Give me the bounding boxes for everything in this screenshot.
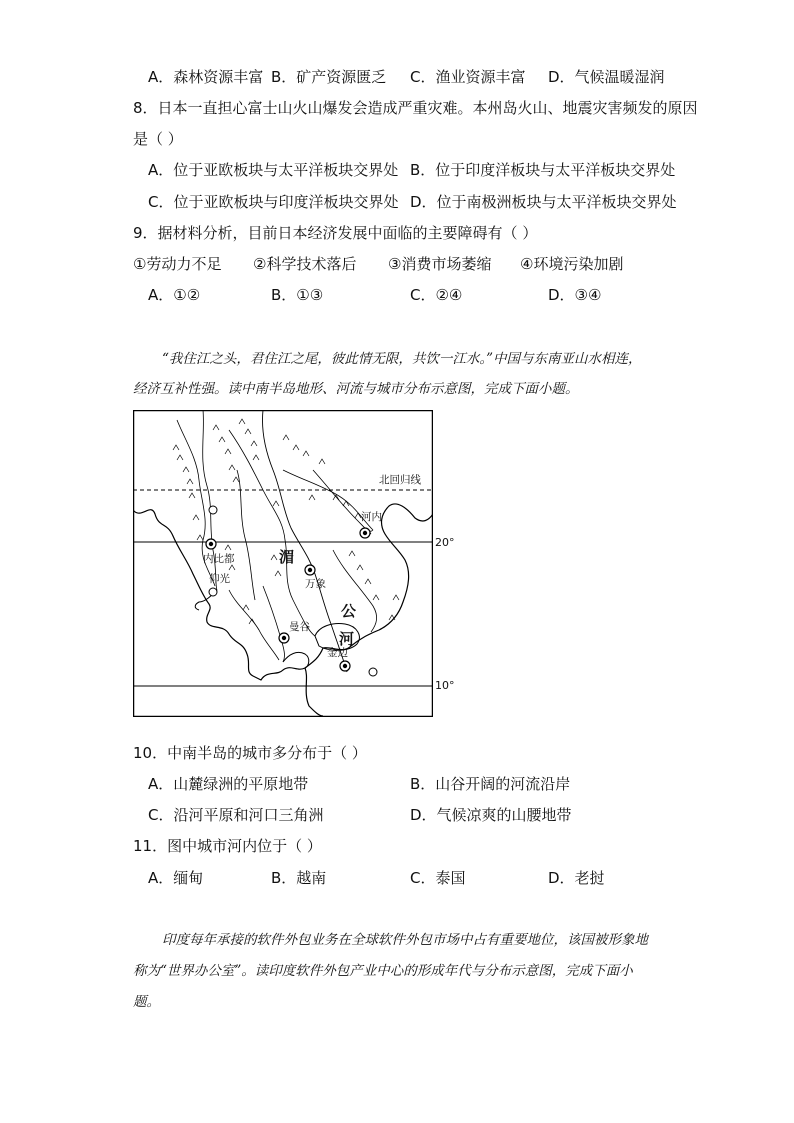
q10-option-a[interactable]: A．山麓绿洲的平原地带 [148,775,309,793]
q9-option-a[interactable]: A．①② [148,286,201,304]
q7-option-d[interactable]: D．气候温暖湿润 [548,68,665,86]
city-label-phnom-penh: 金边 [327,647,348,659]
q11-stem: 11．图中城市河内位于（ ） [133,837,322,855]
material-2-line-1: 印度每年承接的软件外包业务在全球软件外包市场中占有重要地位，该国被形象地 [162,932,648,948]
latitude-10-text: 10° [435,679,455,692]
q8-option-b[interactable]: B．位于印度洋板块与太平洋板块交界处 [410,161,676,179]
q11-option-c[interactable]: C．泰国 [410,869,466,887]
q9-stem: 9．据材料分析，目前日本经济发展中面临的主要障碍有（ ） [133,224,538,242]
q10-stem: 10．中南半岛的城市多分布于（ ） [133,744,367,762]
city-label-hanoi: 河内 [361,511,382,523]
q8-option-a[interactable]: A．位于亚欧板块与太平洋板块交界处 [148,161,399,179]
q10-option-d[interactable]: D．气候凉爽的山腰地带 [410,806,572,824]
q10-option-c[interactable]: C．沿河平原和河口三角洲 [148,806,324,824]
material-1-line-1: “我住江之头，君住江之尾，彼此情无限，共饮一江水。”中国与东南亚山水相连， [162,351,642,367]
city-label-naypyidaw: 内比都 [203,553,235,565]
river-char-3: 河 [339,630,355,648]
river-char-2: 公 [341,602,357,620]
q8-option-c[interactable]: C．位于亚欧板块与印度洋板块交界处 [148,193,399,211]
indochina-map [133,410,433,717]
q8-option-d[interactable]: D．位于南极洲板块与太平洋板块交界处 [410,193,677,211]
q9-item-1: ①劳动力不足 [133,255,222,273]
q9-item-2: ②科学技术落后 [253,255,357,273]
latitude-20-text: 20° [435,536,455,549]
q10-option-b[interactable]: B．山谷开阔的河流沿岸 [410,775,571,793]
tropic-of-cancer-label: 北回归线 [379,474,421,486]
q8-stem: 8．日本一直担心富士山火山爆发会造成严重灾难。本州岛火山、地震灾害频发的原因 [133,99,698,117]
city-label-vientiane: 万象 [305,578,326,590]
q9-option-b[interactable]: B．①③ [271,286,324,304]
q11-option-a[interactable]: A．缅甸 [148,869,204,887]
q9-item-4: ④环境污染加剧 [520,255,624,273]
material-2-line-2: 称为“世界办公室”。读印度软件外包产业中心的形成年代与分布示意图，完成下面小 [133,963,633,979]
q9-option-c[interactable]: C．②④ [410,286,463,304]
q7-option-a[interactable]: A．森林资源丰富 [148,68,264,86]
city-label-yangon: 仰光 [209,573,230,585]
q11-option-b[interactable]: B．越南 [271,869,327,887]
city-label-bangkok: 曼谷 [289,621,310,633]
q7-option-c[interactable]: C．渔业资源丰富 [410,68,526,86]
q11-option-d[interactable]: D．老挝 [548,869,605,887]
q9-option-d[interactable]: D．③④ [548,286,602,304]
material-2-line-3: 题。 [133,994,160,1010]
material-1-line-2: 经济互补性强。读中南半岛地形、河流与城市分布示意图，完成下面小题。 [133,381,579,397]
q7-option-b[interactable]: B．矿产资源匮乏 [271,68,387,86]
river-char-1: 湄 [279,548,295,566]
q8-stem-cont: 是（ ） [133,130,183,148]
q9-item-3: ③消费市场萎缩 [388,255,492,273]
